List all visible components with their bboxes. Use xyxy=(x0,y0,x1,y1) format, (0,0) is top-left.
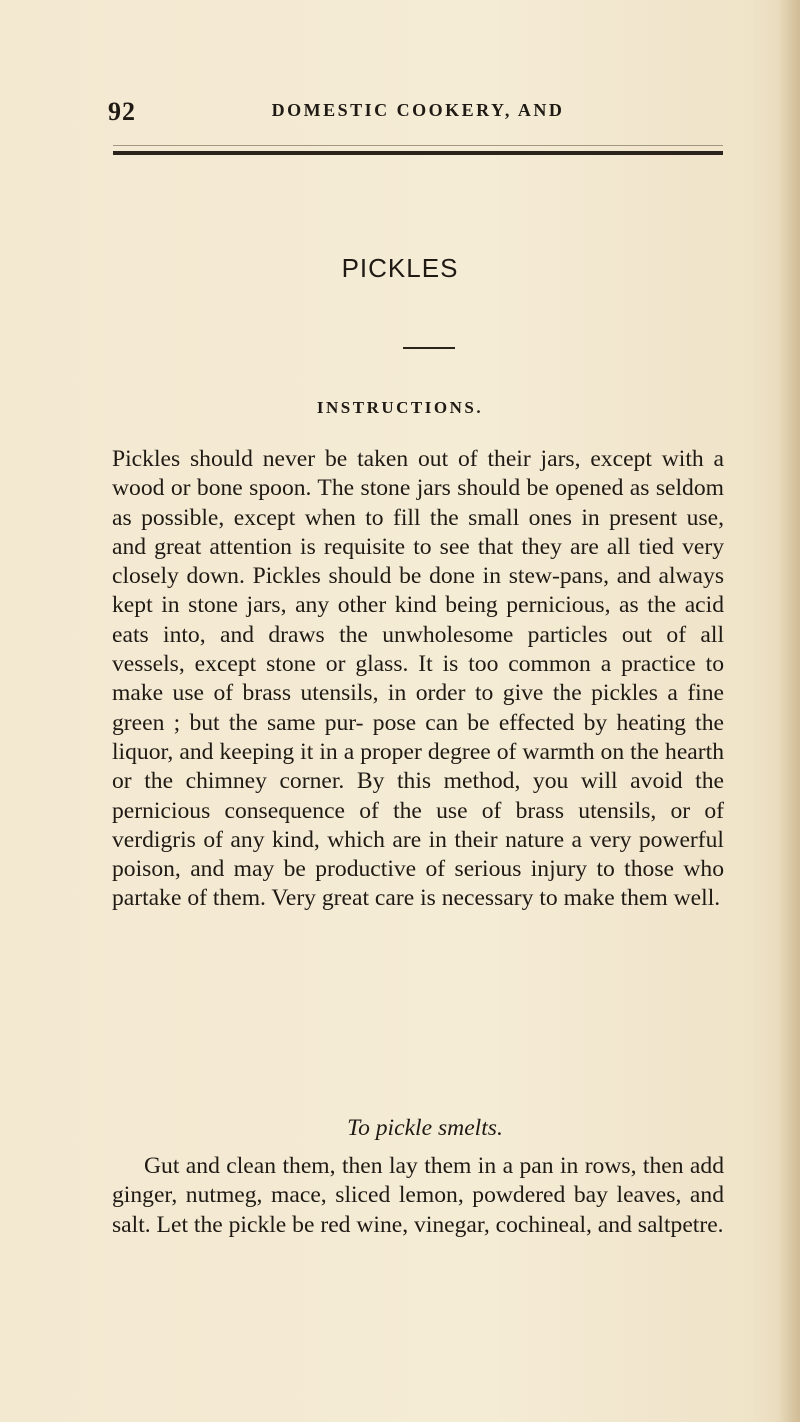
recipe-title: To pickle smelts. xyxy=(347,1115,503,1141)
page-number: 92 xyxy=(108,97,136,126)
running-title: DOMESTIC COOKERY, AND xyxy=(271,100,565,120)
header-rule xyxy=(113,151,723,155)
section-divider xyxy=(403,347,455,349)
instructions-paragraph: Pickles should never be taken out of their jars, except with a wood or bone spoon. The stone jars should be opened as seldom as possible, except when to fill the small ones in present use, and great attention is requisite to see that they are all tied very closely down. Pickles should be done in stew-pans, and always kept in stone jars, any other kind being pernicious, as the acid eats into, and draws the unwholesome particles out of all vessels, except stone or glass. It is too common a practice to make use of brass utensils, in order to give the pickles a fine green ; but the same pur- pose can be effected by heating the liquor, and keeping it in a proper degree of warmth on the hearth or the chimney corner. By this method, you will avoid the pernicious consequence of the use of brass utensils, or of verdigris of any kind, which are in their nature a very powerful poison, and may be productive of serious injury to those who partake of them. Very great care is necessary to make them well. xyxy=(112,446,724,912)
chapter-title: PICKLES xyxy=(341,253,459,283)
recipe-paragraph: Gut and clean them, then lay them in a pan in rows, then add ginger, nutmeg, mace, sliced lemon, powdered bay leaves, and salt. Let the pickle be red wine, vinegar, cochineal, and saltpetre. xyxy=(112,1153,724,1238)
header-rule-thin xyxy=(113,145,723,146)
section-heading: INSTRUCTIONS. xyxy=(316,398,484,417)
page-edge-shadow xyxy=(778,0,800,1422)
running-head xyxy=(108,97,728,127)
